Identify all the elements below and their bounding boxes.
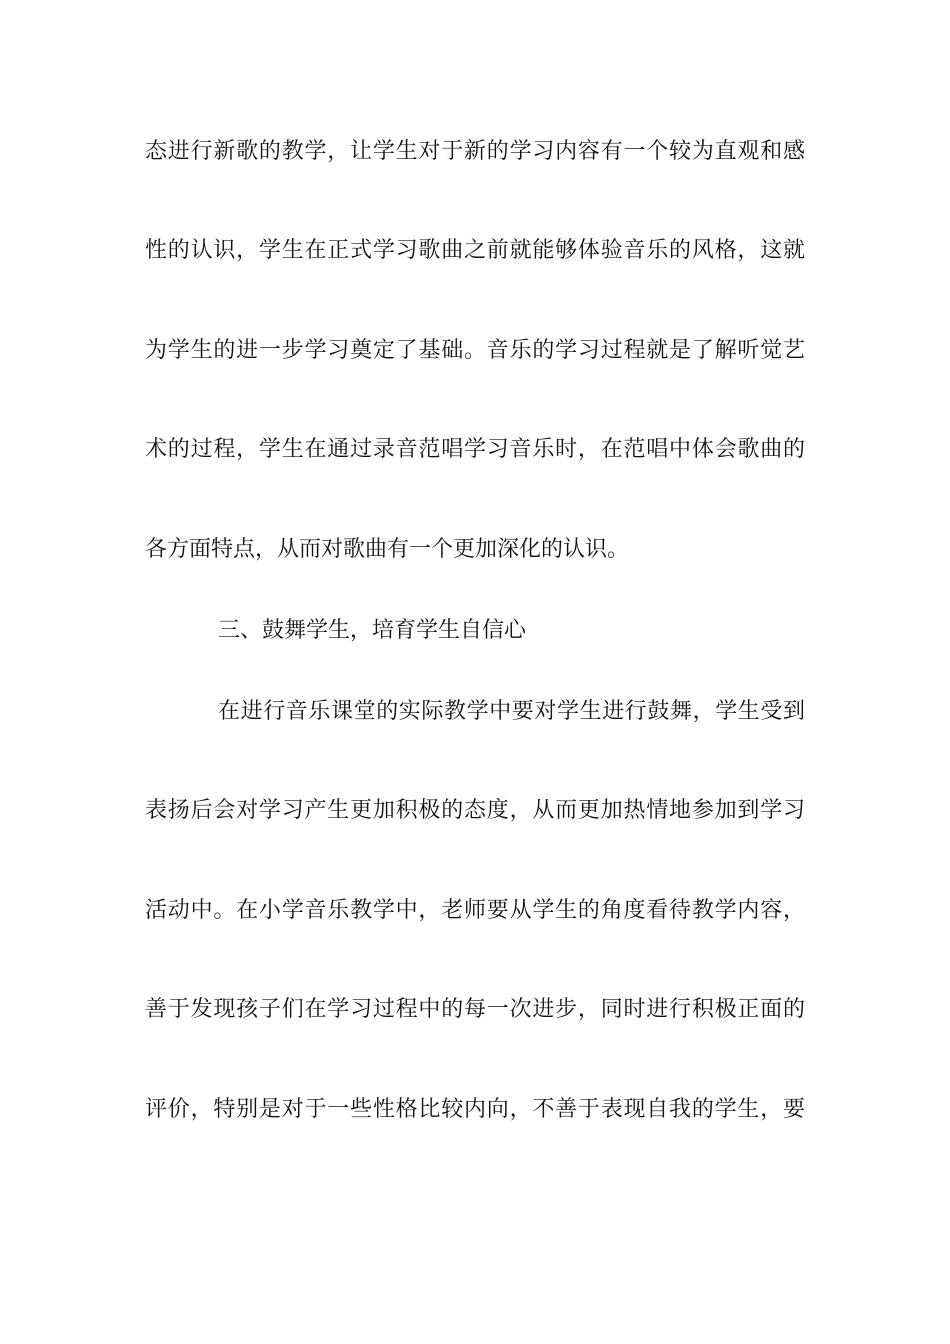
paragraph-2-line-1: 在进行音乐课堂的实际教学中要对学生进行鼓舞，学生受到 <box>218 699 805 724</box>
paragraph-2-line-3: 活动中。在小学音乐教学中，老师要从学生的角度看待教学内容， <box>145 898 805 923</box>
section-heading: 三、鼓舞学生，培育学生自信心 <box>218 618 527 643</box>
paragraph-2-line-5: 评价，特别是对于一些性格比较内向，不善于表现自我的学生，要 <box>145 1097 805 1122</box>
paragraph-1-line-4: 术的过程，学生在通过录音范唱学习音乐时，在范唱中体会歌曲的 <box>145 437 805 462</box>
paragraph-1-line-3: 为学生的进一步学习奠定了基础。音乐的学习过程就是了解听觉艺 <box>145 338 805 363</box>
paragraph-1-line-2: 性的认识，学生在正式学习歌曲之前就能够体验音乐的风格，这就 <box>145 238 805 263</box>
paragraph-2-line-4: 善于发现孩子们在学习过程中的每一次进步，同时进行积极正面的 <box>145 997 805 1022</box>
paragraph-1-line-5: 各方面特点，从而对歌曲有一个更加深化的认识。 <box>145 537 630 562</box>
paragraph-1-line-1: 态进行新歌的教学，让学生对于新的学习内容有一个较为直观和感 <box>145 139 805 164</box>
paragraph-2-line-2: 表扬后会对学习产生更加积极的态度，从而更加热情地参加到学习 <box>145 798 805 823</box>
